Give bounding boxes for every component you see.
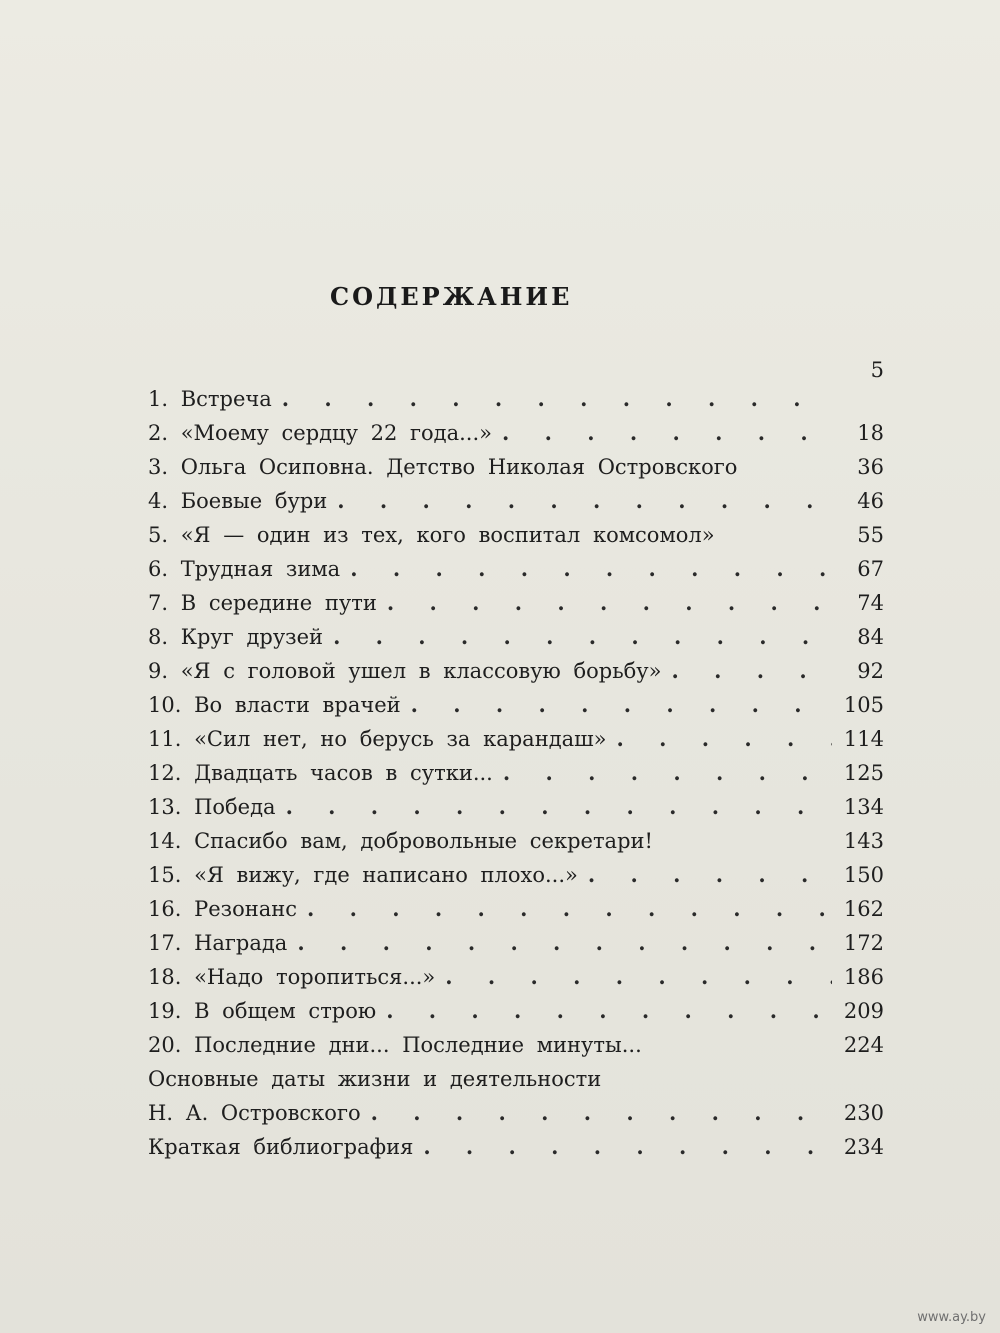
toc-entry-title: 17. Награда <box>148 931 288 955</box>
toc-page-number: 134 <box>843 795 884 819</box>
toc-page-number: 230 <box>843 1101 884 1125</box>
toc-entry <box>148 994 884 1028</box>
toc-entry <box>148 552 884 586</box>
toc-page-number: 55 <box>857 523 884 547</box>
toc-page-number: 84 <box>857 625 884 649</box>
toc-entry-title: 6. Трудная зима <box>148 557 341 581</box>
toc-page-number: 224 <box>843 1033 884 1057</box>
toc-entry <box>148 858 884 892</box>
dot-leader <box>502 416 832 450</box>
dot-leader <box>445 960 832 994</box>
toc-page-number: 67 <box>857 557 884 581</box>
toc-entry <box>148 586 884 620</box>
dot-leader <box>371 1096 832 1130</box>
toc-page-number: 150 <box>843 863 884 887</box>
toc-entry-title: 4. Боевые бури <box>148 489 328 513</box>
toc-entry-title: Н. А. Островского <box>148 1101 361 1125</box>
toc-entry-title: Основные даты жизни и деятельности <box>148 1067 602 1091</box>
toc-entry-title: 2. «Моему сердцу 22 года...» <box>148 421 492 445</box>
toc-entry <box>148 892 884 926</box>
toc-page-number: 105 <box>843 693 884 717</box>
dot-leader <box>386 994 832 1028</box>
dot-leader <box>286 790 832 824</box>
dot-leader <box>503 756 832 790</box>
table-of-contents <box>148 358 884 1164</box>
toc-entry <box>148 722 884 756</box>
toc-entry-title: 19. В общем строю <box>148 999 377 1023</box>
toc-entry <box>148 790 884 824</box>
toc-entry-title: 5. «Я — один из тех, кого воспитал комсомол» <box>148 523 715 547</box>
toc-page-number: 114 <box>843 727 884 751</box>
toc-entry <box>148 960 884 994</box>
toc-page-number: 46 <box>857 489 884 513</box>
dot-leader <box>663 824 832 858</box>
dot-leader <box>423 1130 832 1164</box>
toc-page-number: 186 <box>843 965 884 989</box>
dot-leader <box>652 1028 832 1062</box>
toc-page-number: 18 <box>857 421 884 445</box>
dot-leader <box>411 688 832 722</box>
toc-page-number: 92 <box>857 659 884 683</box>
toc-entry-title: 16. Резонанс <box>148 897 298 921</box>
toc-entry <box>148 620 884 654</box>
toc-entry <box>148 518 884 552</box>
toc-page-number: 74 <box>857 591 884 615</box>
toc-appendix-bibliography <box>148 1130 884 1164</box>
toc-entry-title: 7. В середине пути <box>148 591 377 615</box>
toc-entry <box>148 450 884 484</box>
dot-leader <box>387 586 832 620</box>
toc-entry-title: 15. «Я вижу, где написано плохо...» <box>148 863 578 887</box>
toc-entry-title: 10. Во власти врачей <box>148 693 401 717</box>
toc-entry-title: 13. Победа <box>148 795 276 819</box>
toc-page-number: 234 <box>843 1135 884 1159</box>
dot-leader <box>297 926 832 960</box>
dot-leader <box>725 518 832 552</box>
dot-leader <box>617 722 832 756</box>
toc-page-number: 125 <box>843 761 884 785</box>
toc-page-number: 172 <box>843 931 884 955</box>
toc-entry <box>148 654 884 688</box>
dot-leader <box>672 654 832 688</box>
toc-page-number: 162 <box>843 897 884 921</box>
watermark: www.ay.by <box>917 1310 986 1325</box>
toc-page-number: 36 <box>857 455 884 479</box>
dot-leader <box>747 450 832 484</box>
toc-entry-title: 8. Круг друзей <box>148 625 324 649</box>
toc-appendix-dates <box>148 1096 884 1130</box>
toc-entry-title: Краткая библиография <box>148 1135 414 1159</box>
toc-appendix-dates-line1 <box>148 1062 884 1096</box>
page-title: СОДЕРЖАНИЕ <box>330 282 573 311</box>
toc-first-page-number-row <box>148 358 884 382</box>
toc-entry <box>148 382 884 416</box>
toc-entry <box>148 1028 884 1062</box>
toc-entry <box>148 756 884 790</box>
dot-leader <box>333 620 832 654</box>
toc-entry-title: 11. «Сил нет, но берусь за карандаш» <box>148 727 607 751</box>
dot-leader <box>282 382 832 416</box>
toc-entry <box>148 416 884 450</box>
dot-leader <box>307 892 832 926</box>
toc-page-number: 5 <box>870 358 884 382</box>
toc-entry-title: 20. Последние дни... Последние минуты... <box>148 1033 642 1057</box>
toc-entry <box>148 484 884 518</box>
dot-leader <box>337 484 832 518</box>
dot-leader <box>588 858 832 892</box>
dot-leader <box>350 552 832 586</box>
toc-page-number: 143 <box>843 829 884 853</box>
toc-entry-title: 1. Встреча <box>148 387 272 411</box>
toc-entry <box>148 824 884 858</box>
toc-entry-title: 14. Спасибо вам, добровольные секретари! <box>148 829 653 853</box>
toc-entry <box>148 926 884 960</box>
toc-entry-title: 3. Ольга Осиповна. Детство Николая Островского <box>148 455 738 479</box>
toc-page-number: 209 <box>843 999 884 1023</box>
toc-entry-title: 9. «Я с головой ушел в классовую борьбу» <box>148 659 662 683</box>
toc-entry <box>148 688 884 722</box>
toc-entry-title: 18. «Надо торопиться...» <box>148 965 436 989</box>
toc-entry-title: 12. Двадцать часов в сутки... <box>148 761 493 785</box>
